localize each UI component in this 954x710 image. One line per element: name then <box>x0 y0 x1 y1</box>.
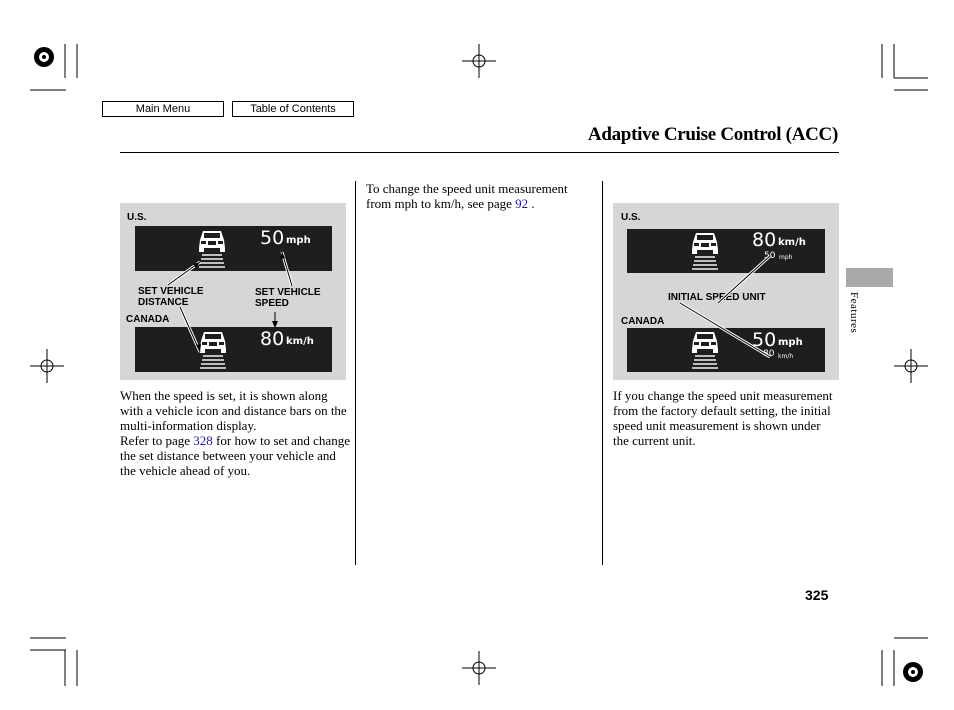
vehicle-icon <box>199 231 225 252</box>
callout-initial-speed-unit: INITIAL SPEED UNIT <box>668 292 766 303</box>
us-current-unit: km/h <box>778 237 806 248</box>
distance-bars <box>200 355 226 369</box>
vehicle-icon <box>692 233 718 254</box>
page-link-92[interactable]: 92 <box>515 196 529 211</box>
canada-label: CANADA <box>126 314 170 325</box>
page-title: Adaptive Cruise Control (ACC) <box>587 124 838 145</box>
canada-set-speed: 80 <box>260 328 285 350</box>
us-label: U.S. <box>127 212 147 223</box>
middle-paragraph: To change the speed unit measurement from mph to km/h, see page 92 . <box>366 181 568 211</box>
us-label-right: U.S. <box>621 212 641 223</box>
canada-speed-unit: km/h <box>286 336 314 347</box>
page-number: 325 <box>805 587 829 603</box>
vehicle-icon <box>692 332 718 353</box>
main-menu-button[interactable]: Main Menu <box>102 101 224 117</box>
distance-bars <box>692 256 718 270</box>
distance-bars <box>199 254 225 268</box>
section-tab-label: Features <box>848 292 860 334</box>
right-paragraph: If you change the speed unit measurement from the factory default setting, the initial speed unit measurement is shown under the current unit. <box>613 388 833 448</box>
canada-current-speed: 50 <box>752 329 777 351</box>
us-set-speed: 50 <box>260 227 285 249</box>
callout-set-vehicle-speed: SET VEHICLE SPEED <box>255 287 321 309</box>
callout-set-vehicle-distance: SET VEHICLE DISTANCE <box>138 286 204 308</box>
table-of-contents-button[interactable]: Table of Contents <box>232 101 354 117</box>
vehicle-icon <box>200 332 226 353</box>
us-initial-unit: mph <box>779 254 793 261</box>
us-speed-unit: mph <box>286 235 311 246</box>
canada-initial-speed: 80 <box>763 349 775 359</box>
left-paragraph: When the speed is set, it is shown along with a vehicle icon and distance bars on the multi-information display. Refer to page 328 for how to set and change the set distance between your vehicle and the vehicle ahead of you. <box>120 388 350 478</box>
canada-label-right: CANADA <box>621 316 665 327</box>
canada-initial-unit: km/h <box>778 353 794 360</box>
distance-bars <box>692 355 718 369</box>
us-current-speed: 80 <box>752 229 777 251</box>
canada-current-unit: mph <box>778 337 803 348</box>
us-initial-speed: 50 <box>764 251 776 261</box>
page-link-328[interactable]: 328 <box>193 433 213 448</box>
